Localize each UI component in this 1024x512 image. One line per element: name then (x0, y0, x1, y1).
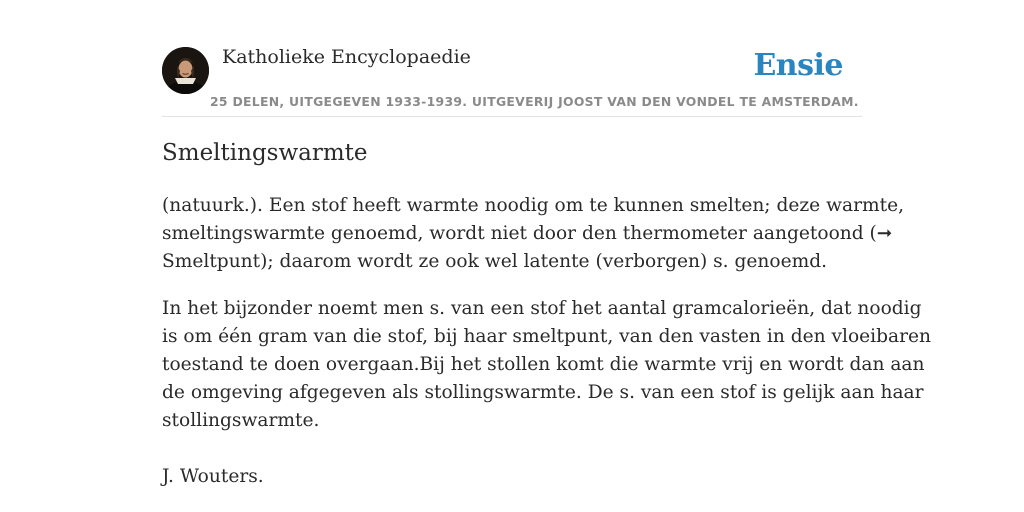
portrait-icon (162, 47, 209, 94)
paragraph-line: is om één gram van die stof, bij haar smeltpunt, van den vasten in den vloeibaren (162, 326, 931, 347)
paragraph-line: (natuurk.). Een stof heeft warmte noodig om te kunnen smelten; deze warmte, (162, 195, 904, 216)
article-author: J. Wouters. (162, 466, 264, 487)
article-paragraph-2 (162, 295, 931, 435)
publication-meta: 25 DELEN, UITGEGEVEN 1933-1939. UITGEVERIJ JOOST VAN DEN VONDEL TE AMSTERDAM. (210, 94, 859, 109)
publication-avatar[interactable] (162, 47, 209, 94)
paragraph-line: de omgeving afgegeven als stollingswarmte. De s. van een stof is gelijk aan haar (162, 382, 924, 403)
paragraph-line: Smeltpunt); daarom wordt ze ook wel latente (verborgen) s. genoemd. (162, 251, 828, 272)
publication-title[interactable]: Katholieke Encyclopaedie (222, 46, 471, 68)
article-page (162, 0, 931, 487)
header (162, 0, 862, 117)
article-paragraph-1 (162, 192, 904, 276)
ensie-logo[interactable]: Ensie (753, 48, 843, 83)
paragraph-line: stollingswarmte. (162, 410, 320, 431)
article-title: Smeltingswarmte (162, 140, 368, 166)
paragraph-line: In het bijzonder noemt men s. van een stof het aantal gramcalorieën, dat noodig (162, 298, 922, 319)
paragraph-line: smeltingswarmte genoemd, wordt niet door den thermometer aangetoond (➞ (162, 223, 893, 244)
paragraph-line: toestand te doen overgaan.Bij het stollen komt die warmte vrij en wordt dan aan (162, 354, 925, 375)
